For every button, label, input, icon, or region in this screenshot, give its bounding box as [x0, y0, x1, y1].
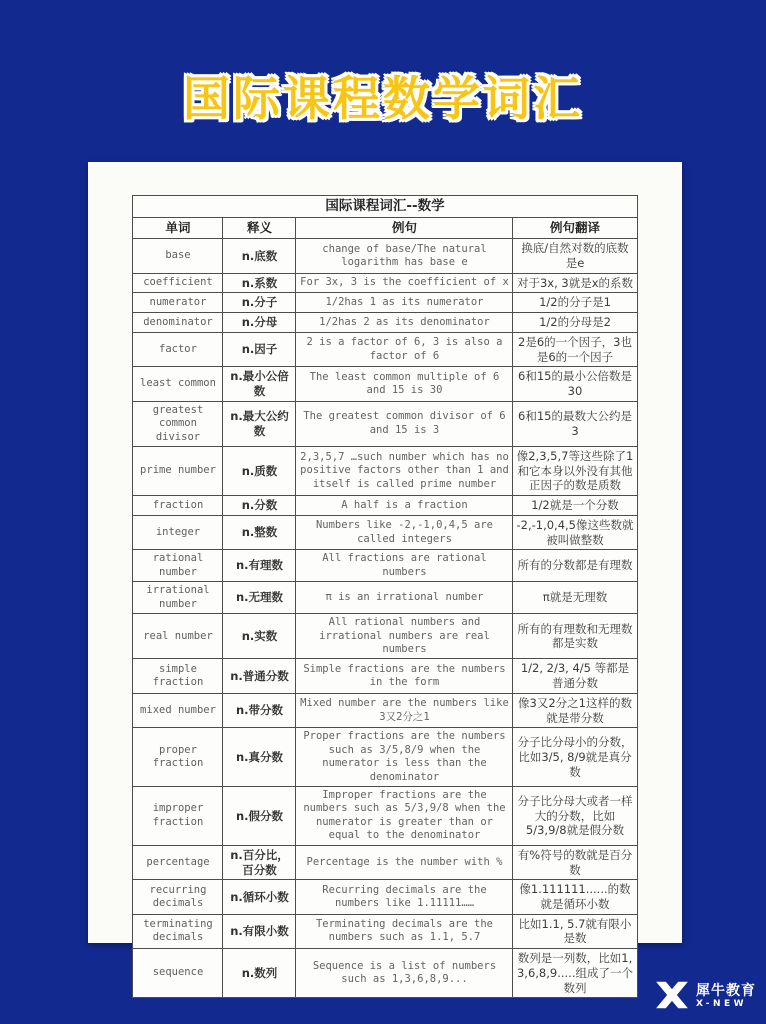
table-row	[133, 447, 637, 496]
translation-cell: 分子比分母大或者一样大的分数，比如5/3,9/8就是假分数	[513, 787, 637, 846]
column-header-meaning: 释义	[223, 218, 296, 239]
table-header-row	[133, 218, 637, 239]
word-cell: terminating decimals	[133, 914, 223, 948]
translation-cell: π就是无理数	[513, 582, 637, 614]
table-row	[133, 367, 637, 401]
example-cell: All fractions are rational numbers	[296, 550, 513, 582]
example-cell: The least common multiple of 6 and 15 is 30	[296, 367, 513, 401]
word-cell: recurring decimals	[133, 880, 223, 914]
table-row	[133, 515, 637, 549]
meaning-cell: n.底数	[223, 239, 296, 273]
word-cell: factor	[133, 332, 223, 366]
example-cell: Recurring decimals are the numbers like 1.11111……	[296, 880, 513, 914]
watermark-sub-text: X-NEW	[696, 998, 748, 1009]
meaning-cell: n.质数	[223, 447, 296, 496]
example-cell: Improper fractions are the numbers such as 5/3,9/8 when the numerator is greater than or equal to the denominator	[296, 787, 513, 846]
word-cell: numerator	[133, 293, 223, 313]
translation-cell: 像2,3,5,7等这些除了1和它本身以外没有其他正因子的数是质数	[513, 447, 637, 496]
translation-cell: 像1.111111......的数就是循环小数	[513, 880, 637, 914]
word-cell: proper fraction	[133, 728, 223, 787]
column-header-word: 单词	[133, 218, 223, 239]
table-row	[133, 293, 637, 313]
meaning-cell: n.无理数	[223, 582, 296, 614]
translation-cell: 所有的有理数和无理数都是实数	[513, 614, 637, 659]
meaning-cell: n.百分比，百分数	[223, 845, 296, 879]
translation-cell: 分子比分母小的分数，比如3/5, 8/9就是真分数	[513, 728, 637, 787]
translation-cell: 6和15的最数大公约是3	[513, 401, 637, 446]
translation-cell: 1/2就是一个分数	[513, 496, 637, 516]
table-row	[133, 239, 637, 273]
example-cell: Numbers like -2,-1,0,4,5 are called integers	[296, 515, 513, 549]
meaning-cell: n.最大公约数	[223, 401, 296, 446]
word-cell: simple fraction	[133, 659, 223, 693]
word-cell: percentage	[133, 845, 223, 879]
page-title: 国际课程数学词汇	[183, 72, 583, 127]
example-cell: π is an irrational number	[296, 582, 513, 614]
vocab-table-body	[133, 239, 637, 998]
word-cell: denominator	[133, 313, 223, 333]
table-row	[133, 496, 637, 516]
meaning-cell: n.分母	[223, 313, 296, 333]
translation-cell: 1/2的分子是1	[513, 293, 637, 313]
word-cell: sequence	[133, 949, 223, 998]
word-cell: coefficient	[133, 273, 223, 293]
example-cell: 1/2has 1 as its numerator	[296, 293, 513, 313]
translation-cell: 换底/自然对数的底数是e	[513, 239, 637, 273]
meaning-cell: n.循环小数	[223, 880, 296, 914]
example-cell: Terminating decimals are the numbers such as 1.1, 5.7	[296, 914, 513, 948]
table-row	[133, 880, 637, 914]
meaning-cell: n.真分数	[223, 728, 296, 787]
table-row	[133, 949, 637, 998]
column-header-example: 例句	[296, 218, 513, 239]
translation-cell: 有%符号的数就是百分数	[513, 845, 637, 879]
table-row	[133, 845, 637, 879]
translation-cell: 2是6的一个因子，3也是6的一个因子	[513, 332, 637, 366]
word-cell: mixed number	[133, 693, 223, 727]
translation-cell: 对于3x, 3就是x的系数	[513, 273, 637, 293]
translation-cell: 比如1.1, 5.7就有限小是数	[513, 914, 637, 948]
example-cell: A half is a fraction	[296, 496, 513, 516]
word-cell: improper fraction	[133, 787, 223, 846]
word-cell: least common	[133, 367, 223, 401]
translation-cell: 所有的分数都是有理数	[513, 550, 637, 582]
meaning-cell: n.实数	[223, 614, 296, 659]
example-cell: The greatest common divisor of 6 and 15 is 3	[296, 401, 513, 446]
column-header-translation: 例句翻译	[513, 218, 637, 239]
vocab-table	[132, 195, 637, 998]
translation-cell: -2,-1,0,4,5像这些数就被叫做整数	[513, 515, 637, 549]
example-cell: Proper fractions are the numbers such as 3/5,8/9 when the numerator is less than the denominator	[296, 728, 513, 787]
table-row	[133, 659, 637, 693]
word-cell: greatest common divisor	[133, 401, 223, 446]
watermark-brand-text: 犀牛教育	[696, 983, 756, 1000]
word-cell: prime number	[133, 447, 223, 496]
example-cell: Percentage is the number with %	[296, 845, 513, 879]
table-title-row	[133, 196, 637, 218]
example-cell: change of base/The natural logarithm has base e	[296, 239, 513, 273]
table-row	[133, 614, 637, 659]
table-title: 国际课程词汇--数学	[133, 196, 637, 218]
meaning-cell: n.普通分数	[223, 659, 296, 693]
table-row	[133, 728, 637, 787]
table-row	[133, 313, 637, 333]
example-cell: 2,3,5,7 …such number which has no positive factors other than 1 and itself is called prime number	[296, 447, 513, 496]
word-cell: integer	[133, 515, 223, 549]
table-row	[133, 550, 637, 582]
meaning-cell: n.有限小数	[223, 914, 296, 948]
table-row	[133, 332, 637, 366]
translation-cell: 1/2, 2/3, 4/5 等都是普通分数	[513, 659, 637, 693]
example-cell: Sequence is a list of numbers such as 1,3,6,8,9...	[296, 949, 513, 998]
example-cell: Simple fractions are the numbers in the form	[296, 659, 513, 693]
example-cell: Mixed number are the numbers like 3又2分之1	[296, 693, 513, 727]
translation-cell: 1/2的分母是2	[513, 313, 637, 333]
table-row	[133, 273, 637, 293]
table-row	[133, 401, 637, 446]
example-cell: 1/2has 2 as its denominator	[296, 313, 513, 333]
word-cell: rational number	[133, 550, 223, 582]
table-row	[133, 914, 637, 948]
example-cell: For 3x, 3 is the coefficient of x	[296, 273, 513, 293]
vocab-card	[88, 162, 682, 995]
table-row	[133, 582, 637, 614]
example-cell: All rational numbers and irrational numbers are real numbers	[296, 614, 513, 659]
word-cell: irrational number	[133, 582, 223, 614]
translation-cell: 6和15的最小公倍数是30	[513, 367, 637, 401]
meaning-cell: n.假分数	[223, 787, 296, 846]
meaning-cell: n.整数	[223, 515, 296, 549]
table-row	[133, 693, 637, 727]
example-cell: 2 is a factor of 6, 3 is also a factor of 6	[296, 332, 513, 366]
word-cell: real number	[133, 614, 223, 659]
x-new-logo-icon	[654, 980, 690, 1014]
meaning-cell: n.最小公倍数	[223, 367, 296, 401]
translation-cell: 数列是一列数，比如1, 3,6,8,9.....组成了一个数列	[513, 949, 637, 998]
meaning-cell: n.带分数	[223, 693, 296, 727]
meaning-cell: n.分子	[223, 293, 296, 313]
meaning-cell: n.有理数	[223, 550, 296, 582]
table-row	[133, 787, 637, 846]
meaning-cell: n.数列	[223, 949, 296, 998]
meaning-cell: n.分数	[223, 496, 296, 516]
meaning-cell: n.因子	[223, 332, 296, 366]
meaning-cell: n.系数	[223, 273, 296, 293]
word-cell: fraction	[133, 496, 223, 516]
word-cell: base	[133, 239, 223, 273]
translation-cell: 像3又2分之1这样的数就是带分数	[513, 693, 637, 727]
brand-watermark	[654, 980, 756, 1014]
